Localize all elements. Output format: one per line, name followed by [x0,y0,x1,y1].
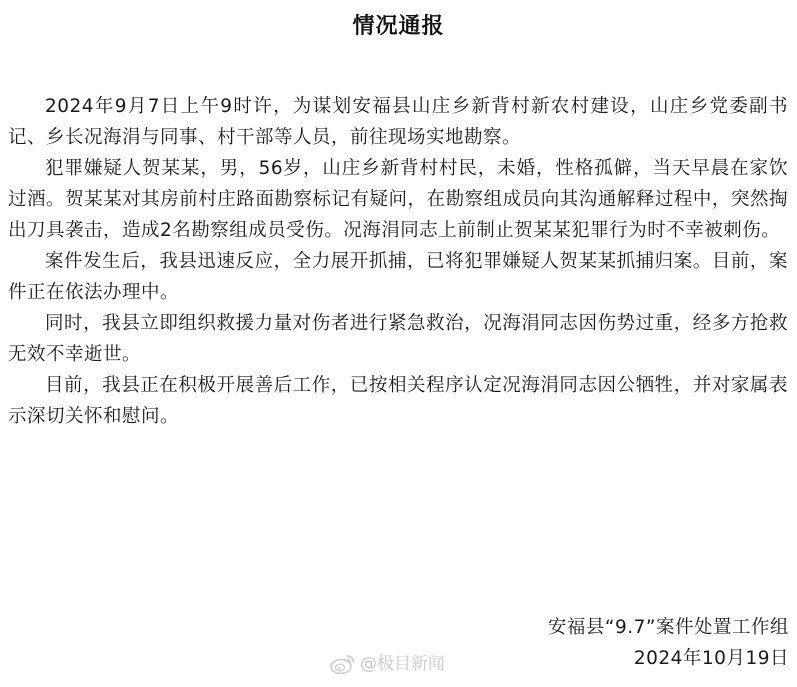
signature-date: 2024年10月19日 [633,648,789,669]
paragraph-3: 案件发生后，我县迅速反应，全力展开抓捕，已将犯罪嫌疑人贺某某抓捕归案。目前，案件正在依法办理中。 [8,251,788,303]
signature-organization: 安福县“9.7”案件处置工作组 [547,617,789,638]
watermark-text: @极目新闻 [360,654,445,674]
paragraph-2: 犯罪嫌疑人贺某某，男，56岁，山庄乡新背村村民，未婚，性格孤僻，当天早晨在家饮过酒。贺某某对其房前村庄路面勘察标记有疑问，在勘察组成员向其沟通解释过程中，突然掏出刀具袭击，造成2名勘察组成员受伤。况海涓同志上前制止贺某某犯罪行为时不幸被刺伤。 [8,158,788,241]
paragraph-1: 2024年9月7日上午9时许，为谋划安福县山庄乡新背村新农村建设，山庄乡党委副书记、乡长况海涓与同事、村干部等人员，前往现场实地勘察。 [8,96,788,148]
weibo-logo-icon [330,653,356,675]
signature-block [548,612,789,674]
document-body [8,91,788,432]
paragraph-5: 目前，我县正在积极开展善后工作，已按相关程序认定况海涓同志因公牺牲，并对家属表示深切关怀和慰问。 [8,375,788,427]
paragraph-4: 同时，我县立即组织救援力量对伤者进行紧急救治，况海涓同志因伤势过重，经多方抢救无效不幸逝世。 [8,313,788,365]
document-title: 情况通报 [352,14,445,39]
watermark [330,652,445,676]
